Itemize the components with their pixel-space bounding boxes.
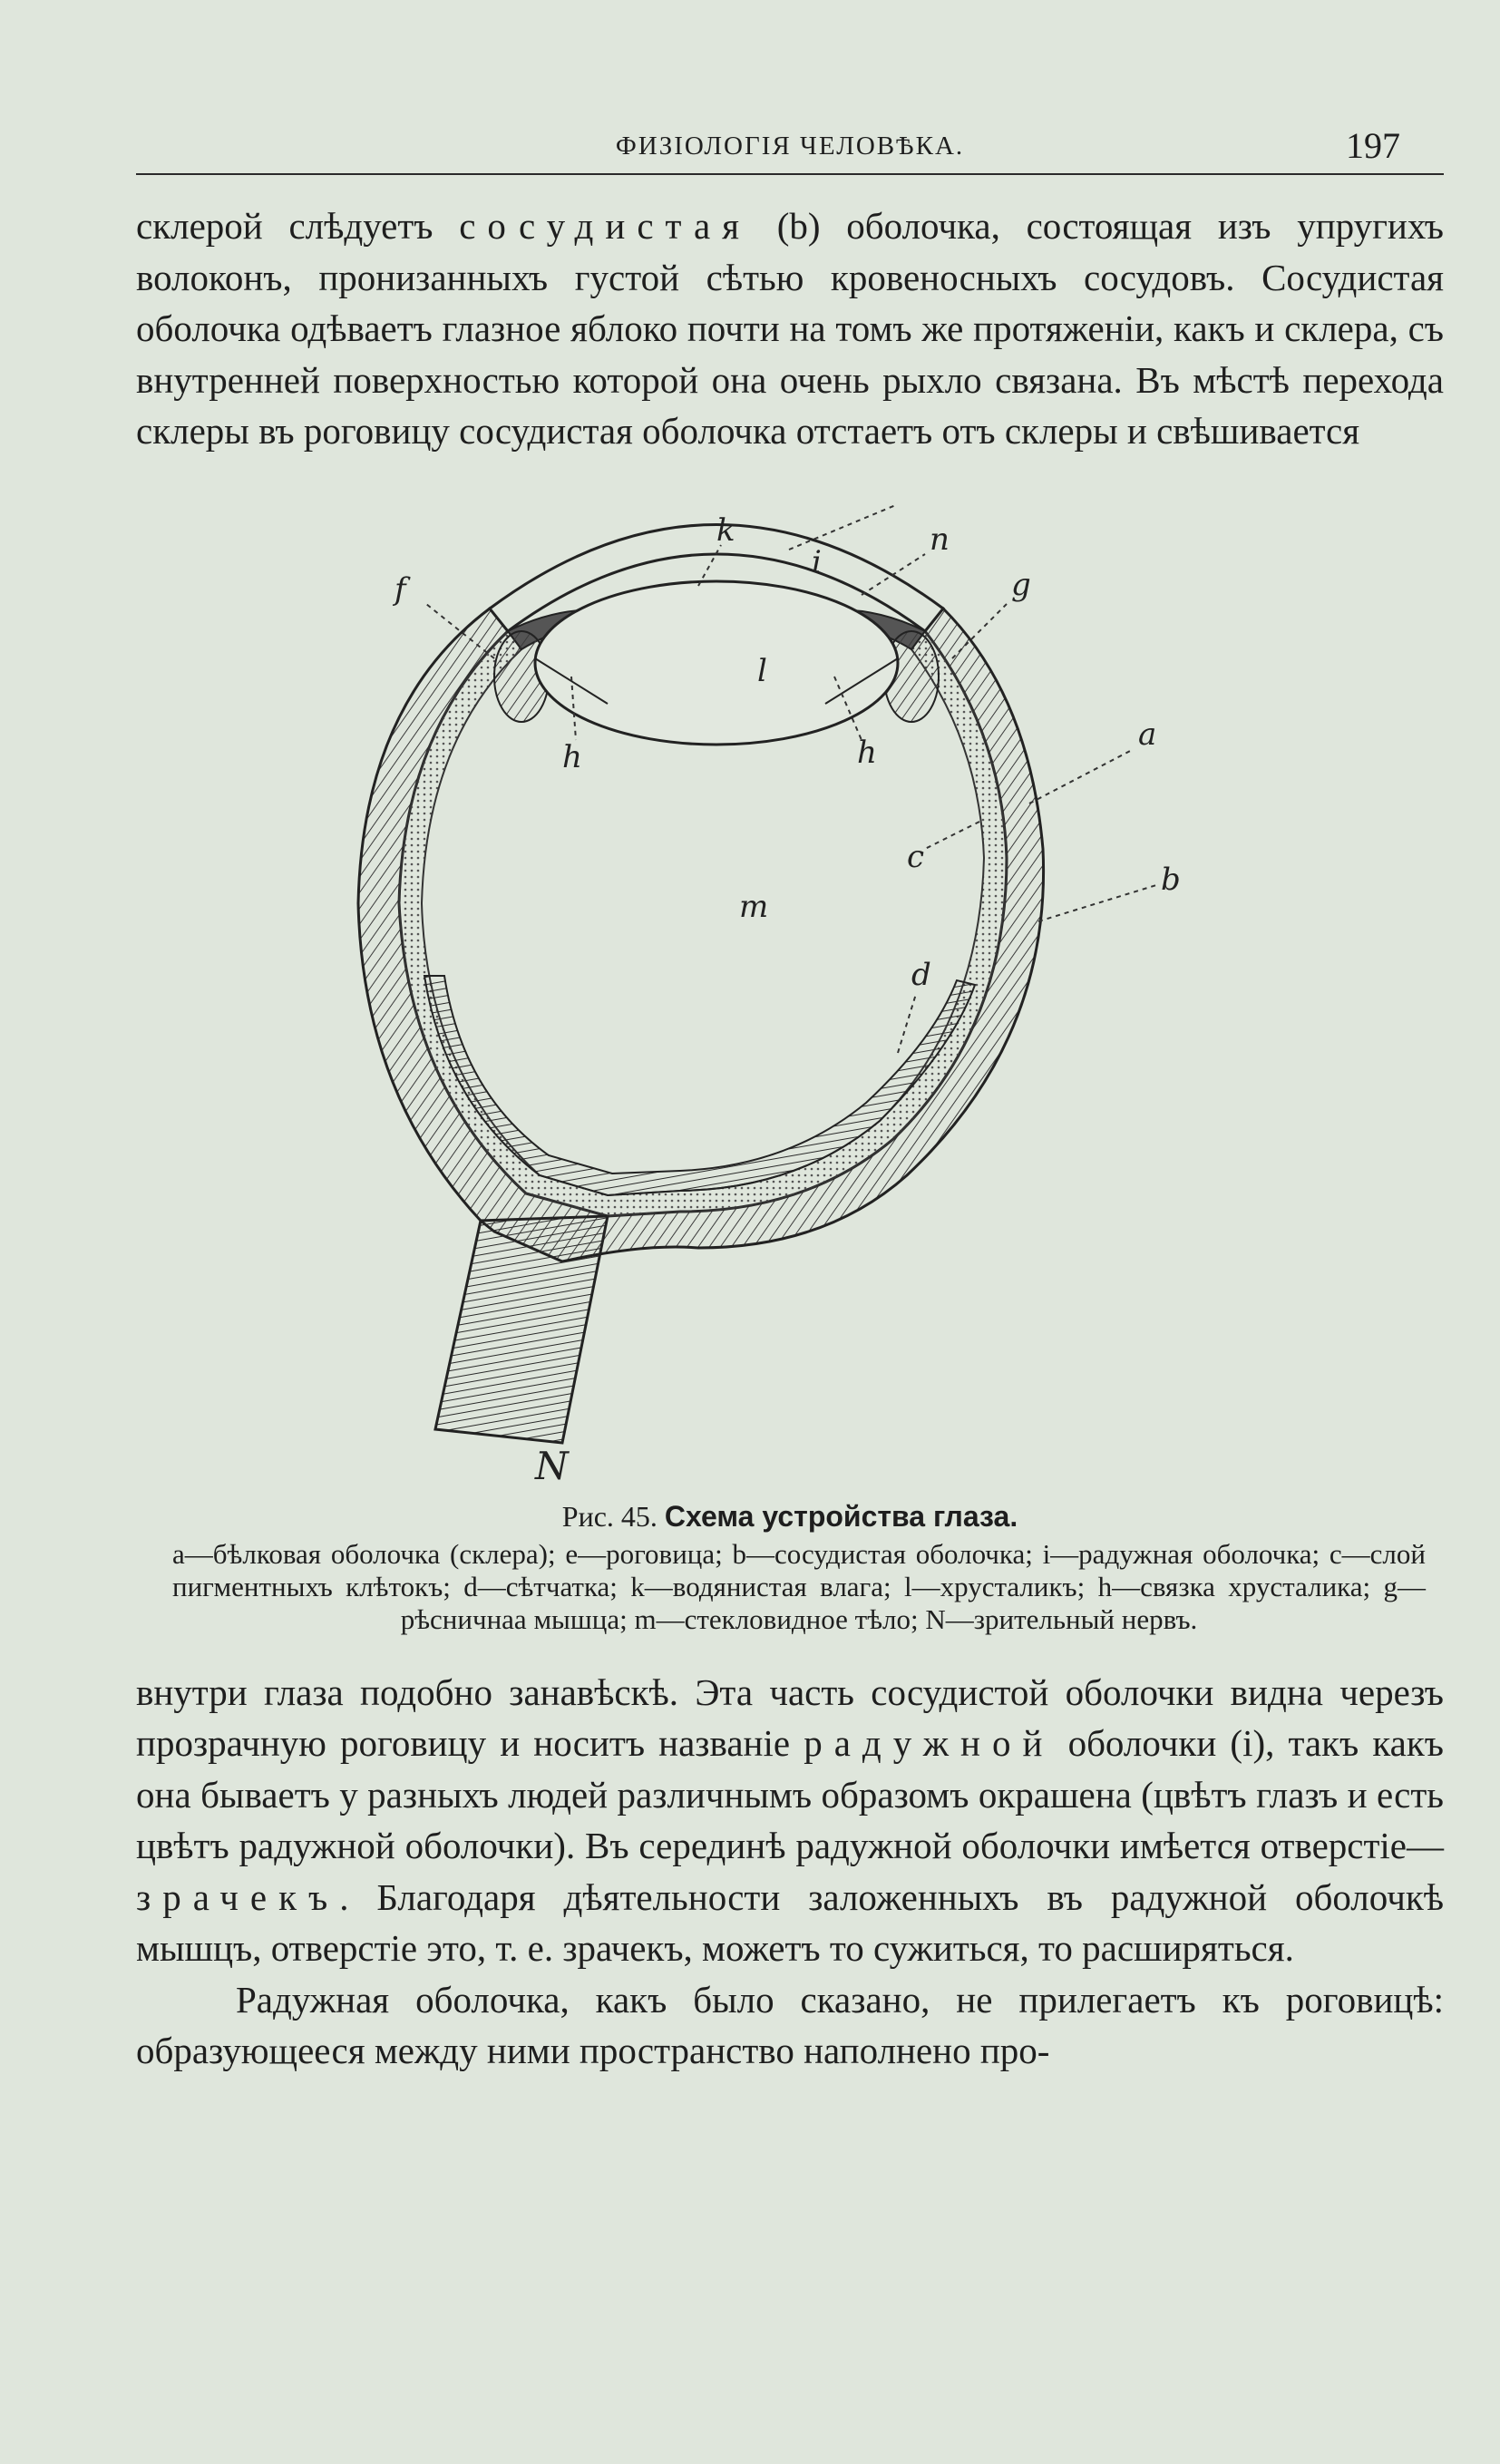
figure-legend: a—бѣлковая оболочка (склера); e—роговица; b—сосудистая оболочка; i—радужная оболочка; c—слой пигментныхъ клѣтокъ; d—сѣтчатка; k—водянистая влага; l—хрусталикъ; h—связка хрусталика; g—рѣсничнаа мышца; m—стекловидное тѣло; N—зрительный нервъ. [172,1537,1426,1635]
label-c: c [907,838,925,875]
label-m: m [739,888,769,925]
label-h-right: h [857,734,877,771]
page-number: 197 [1346,125,1400,166]
paragraph-2-part1: внутри глаза подобно занавѣскѣ. Эта часть сосудистой оболочки видна черезъ прозрачную роговицу и носитъ названіе [136,1670,1444,1764]
paragraph-3: Радужная оболочка, какъ было сказано, не прилегаетъ къ роговицѣ: образующееся между ними пространство наполнено про- [136,1978,1444,2071]
figure-caption [136,1496,1444,1636]
optic-nerve [435,1216,608,1443]
paragraph-2-part3: . Благодаря дѣятельности заложенныхъ въ радужной оболочкѣ мышцъ, отверстіе это, т. е. зрачекъ, можетъ то сужиться, то расширяться. [136,1875,1444,1969]
lens [535,581,898,745]
paragraph-1-rest: (b) оболочка, состоящая изъ упругихъ волоконъ, пронизанныхъ густой сѣтью кровеносныхъ сосудовъ. Сосудистая оболочка одѣваетъ глазное яблоко почти на томъ же протяженіи, какъ и склера, съ внутренней поверхностью которой она очень рыхло связана. Въ мѣстѣ перехода склеры въ роговицу сосудистая оболочка отстаетъ отъ склеры и свѣшивается [136,205,1444,452]
label-f: f [394,570,406,608]
label-g: g [1011,566,1031,603]
label-l: l [757,652,767,689]
book-page [136,122,1444,2426]
eye-figure [136,468,1444,1493]
label-h-left: h [562,738,582,775]
running-head [136,122,1444,175]
running-title: ФИЗІОЛОГІЯ ЧЕЛОВѢКА. [615,131,965,161]
label-b: b [1161,861,1181,898]
label-n: n [930,521,950,558]
caption-number: Рис. 45. [561,1499,657,1533]
paragraph-2 [136,1667,1444,1974]
paragraph-1 [136,200,1444,457]
label-d: d [911,956,931,993]
caption-title-line [136,1496,1444,1536]
label-k: k [716,511,735,549]
paragraph-1-start: склерой слѣдуетъ [136,205,460,247]
emphasis-iris: радужной [804,1722,1055,1764]
label-a: a [1138,716,1157,753]
eye-diagram [136,468,1444,1493]
label-N: N [535,1443,569,1488]
label-i: i [812,543,822,580]
paragraph-2-part2: оболочки (i), такъ какъ она бываетъ у разныхъ людей различнымъ образомъ окрашена (цвѣтъ глазъ и есть цвѣтъ радужной оболочки). Въ серединѣ радужной оболочки имѣется отверстіе— [136,1722,1444,1866]
emphasis-vascular: сосудистая [459,205,752,247]
caption-title: Схема устройства глаза. [664,1499,1018,1533]
emphasis-pupil: зрачекъ [136,1875,340,1918]
